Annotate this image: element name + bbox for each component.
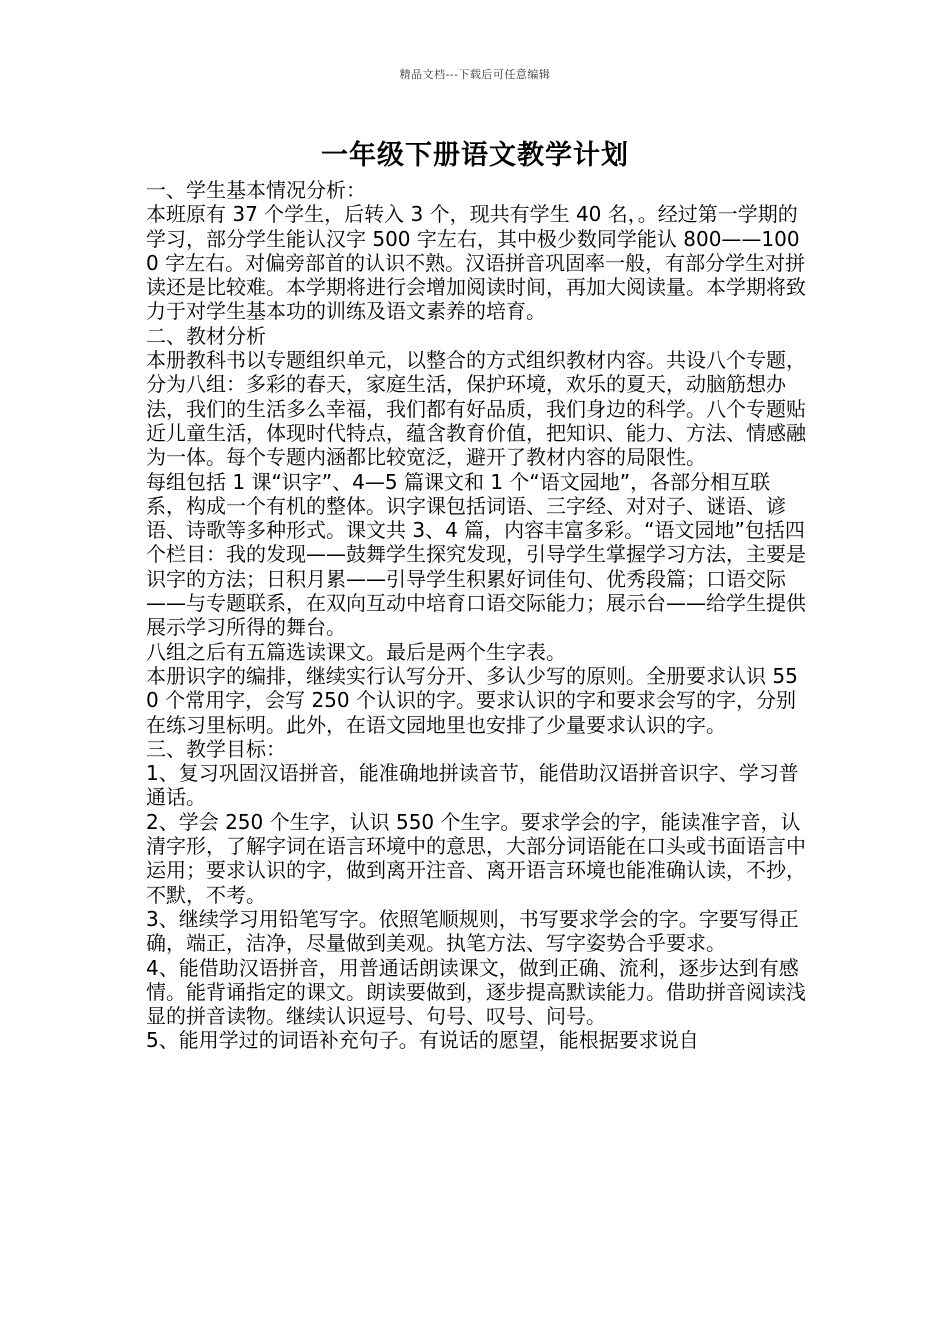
goal-item-5: 5、能用学过的词语补充句子。有说话的愿望，能根据要求说自 [146, 1028, 699, 1053]
goal-item-1: 1、复习巩固汉语拼音，能准确地拼读音节，能借助汉语拼音识字、学习普通话。 [146, 761, 799, 810]
section-heading-student-analysis: 一、学生基本情况分析： [146, 178, 366, 202]
section-heading-teaching-goals: 三、教学目标： [146, 736, 286, 761]
page-header: 精品文档---下载后可任意编辑 [399, 68, 551, 81]
paragraph-textbook-units: 本册教科书以专题组织单元，以整合的方式组织教材内容。共设八个专题，分为八组：多彩的春天，家庭生活，保护环境，欢乐的夏天，动脑筋想办法，我们的生活多么幸福，我们都有好品质，我们身边的科学。八个专题贴近儿童生活，体现时代特点，蕴含教育价值，把知识、能力、方法、情感融为一体。每个专题内涵都比较宽泛，避开了教材内容的局限性。 [146, 348, 806, 470]
paragraph-optional-readings: 八组之后有五篇选读课文。最后是两个生字表。 [146, 639, 566, 664]
document-title: 一年级下册语文教学计划 [321, 140, 629, 171]
goal-item-3: 3、继续学习用铅笔写字。依照笔顺规则，书写要求学会的字。字要写得正确，端正，洁净，尽量做到美观。执笔方法、写字姿势合乎要求。 [146, 906, 799, 956]
paragraph-student-analysis: 本班原有 37 个学生，后转入 3 个，现共有学生 40 名，。经过第一学期的学习，部分学生能认汉字 500 字左右，其中极少数同学能认 800——1000 字左右。对偏旁部首的认识不熟。汉语拼音巩固率一般，有部分学生对拼读还是比较难。本学期将进行会增加阅读时间，再加大阅读量。本学期将致力于对学生基本功的训练及语文素养的培育。 [146, 202, 806, 324]
section-heading-textbook-analysis: 二、教材分析 [146, 323, 266, 348]
document-body [146, 178, 810, 1053]
goal-item-4: 4、能借助汉语拼音，用普通话朗读课文，做到正确、流利，逐步达到有感情。能背诵指定的课文。朗读要做到，逐步提高默读能力。借助拼音阅读浅显的拼音读物。继续认识逗号、句号、叹号、问号。 [146, 955, 806, 1029]
paragraph-character-arrangement: 本册识字的编排，继续实行认写分开、多认少写的原则。全册要求认识 550 个常用字，会写 250 个认识的字。要求认识的字和要求会写的字，分别在练习里标明。此外，在语文园地里也安排了少量要求认识的字。 [146, 663, 798, 737]
goal-item-2: 2、学会 250 个生字，认识 550 个生字。要求学会的字，能读准字音，认清字形，了解字词在语言环境中的意思，大部分词语能在口头或书面语言中运用；要求认识的字，做到离开注音、离开语言环境也能准确认读，不抄，不默，不考。 [146, 809, 806, 907]
paragraph-unit-structure: 每组包括 1 课“识字”、4—5 篇课文和 1 个“语文园地”，各部分相互联系，构成一个有机的整体。识字课包括词语、三字经、对对子、谜语、谚语、诗歌等多种形式。课文共 3、4 篇，内容丰富多彩。“语文园地”包括四个栏目：我的发现——鼓舞学生探究发现，引导学生掌握学习方法，主要是识字的方法；日积月累——引导学生积累好词佳句、优秀段篇；口语交际——与专题联系，在双向互动中培育口语交际能力；展示台——给学生提供展示学习所得的舞台。 [146, 469, 806, 640]
